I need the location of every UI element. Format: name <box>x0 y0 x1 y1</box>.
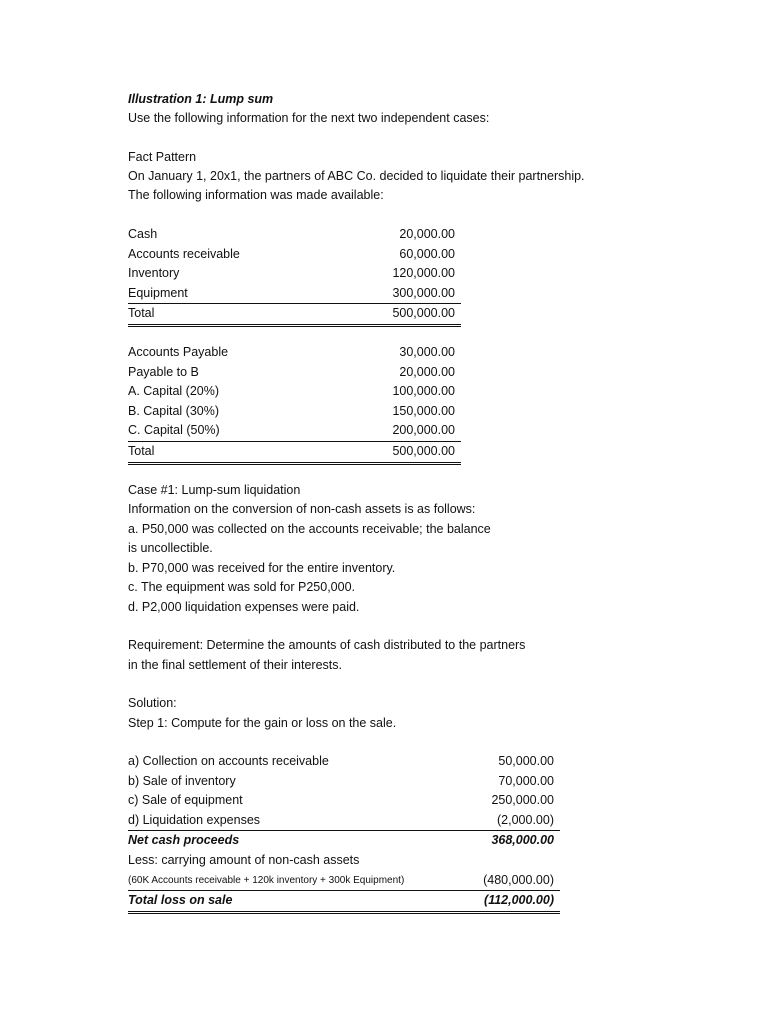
row-label: Inventory <box>128 266 180 281</box>
row-label: C. Capital (50%) <box>128 423 220 438</box>
table-row <box>128 363 461 383</box>
total-row <box>128 891 560 914</box>
table-row <box>128 421 461 442</box>
case-title: Case #1: Lump-sum liquidation <box>128 483 301 497</box>
row-value: 50,000.00 <box>498 754 554 768</box>
row-value: (112,000.00) <box>484 893 554 908</box>
table-row <box>128 772 560 792</box>
row-label: Total loss on sale <box>128 893 233 908</box>
row-value: 250,000.00 <box>491 793 554 808</box>
row-value: 100,000.00 <box>392 384 455 399</box>
row-value: 150,000.00 <box>392 403 455 418</box>
row-label: c) Sale of equipment <box>128 793 243 808</box>
row-value: 70,000.00 <box>498 773 554 788</box>
requirement-line: in the final settlement of their interests. <box>128 658 342 672</box>
table-row <box>128 225 461 245</box>
row-value: 20,000.00 <box>399 364 455 379</box>
row-value: (480,000.00) <box>483 872 554 887</box>
row-label: A. Capital (20%) <box>128 384 220 399</box>
table-row <box>128 382 461 402</box>
illustration-heading: Illustration 1: Lump sum <box>128 92 274 106</box>
table-row <box>128 752 560 772</box>
row-value: 500,000.00 <box>392 306 455 321</box>
row-label: Total <box>128 443 155 458</box>
total-row <box>128 304 461 327</box>
row-label: Equipment <box>128 285 188 300</box>
computation-table <box>128 752 560 914</box>
row-value: 368,000.00 <box>491 833 554 848</box>
row-label: Less: carrying amount of non-cash assets <box>128 852 360 867</box>
table-row <box>128 245 461 265</box>
intro-text: Use the following information for the next two independent cases: <box>128 111 490 125</box>
row-value: 20,000.00 <box>399 227 455 241</box>
table-row <box>128 851 560 871</box>
requirement-line: Requirement: Determine the amounts of cash distributed to the partners <box>128 638 526 652</box>
row-label: a) Collection on accounts receivable <box>128 754 329 768</box>
table-row <box>128 811 560 832</box>
row-value: 300,000.00 <box>392 285 455 300</box>
fact-pattern-line: On January 1, 20x1, the partners of ABC Co. decided to liquidate their partnership. <box>128 169 585 183</box>
row-value: (2,000.00) <box>497 812 554 827</box>
row-label: Accounts Payable <box>128 345 229 359</box>
table-row <box>128 343 461 363</box>
fact-pattern-title: Fact Pattern <box>128 150 197 164</box>
case-line: d. P2,000 liquidation expenses were paid. <box>128 600 360 614</box>
fact-pattern-line: The following information was made available: <box>128 188 384 202</box>
case-line: is uncollectible. <box>128 541 213 555</box>
total-row <box>128 442 461 465</box>
solution-title: Solution: <box>128 696 177 710</box>
row-label: Cash <box>128 227 158 241</box>
table-row <box>128 402 461 422</box>
row-label: b) Sale of inventory <box>128 773 236 788</box>
table-row <box>128 264 461 284</box>
table-row <box>128 871 560 892</box>
table-row <box>128 284 461 305</box>
case-line: c. The equipment was sold for P250,000. <box>128 580 355 594</box>
row-label: d) Liquidation expenses <box>128 812 261 827</box>
row-value: 30,000.00 <box>399 345 455 359</box>
subtotal-row <box>128 831 560 851</box>
assets-table <box>128 225 461 327</box>
case-line: b. P70,000 was received for the entire inventory. <box>128 561 396 575</box>
row-label: (60K Accounts receivable + 120k inventory + 300k Equipment) <box>128 874 405 886</box>
row-label: B. Capital (30%) <box>128 403 220 418</box>
liabilities-equity-table <box>128 343 461 465</box>
row-label: Net cash proceeds <box>128 833 240 848</box>
case-line: a. P50,000 was collected on the accounts receivable; the balance <box>128 522 491 536</box>
row-label: Total <box>128 306 155 321</box>
row-value: 500,000.00 <box>392 443 455 458</box>
row-value: 120,000.00 <box>392 266 455 281</box>
row-label: Payable to B <box>128 364 199 379</box>
row-value: 200,000.00 <box>392 423 455 438</box>
row-value: 60,000.00 <box>399 246 455 261</box>
row-label: Accounts receivable <box>128 246 240 261</box>
solution-step: Step 1: Compute for the gain or loss on the sale. <box>128 716 397 730</box>
table-row <box>128 791 560 811</box>
case-line: Information on the conversion of non-cash assets is as follows: <box>128 502 476 516</box>
